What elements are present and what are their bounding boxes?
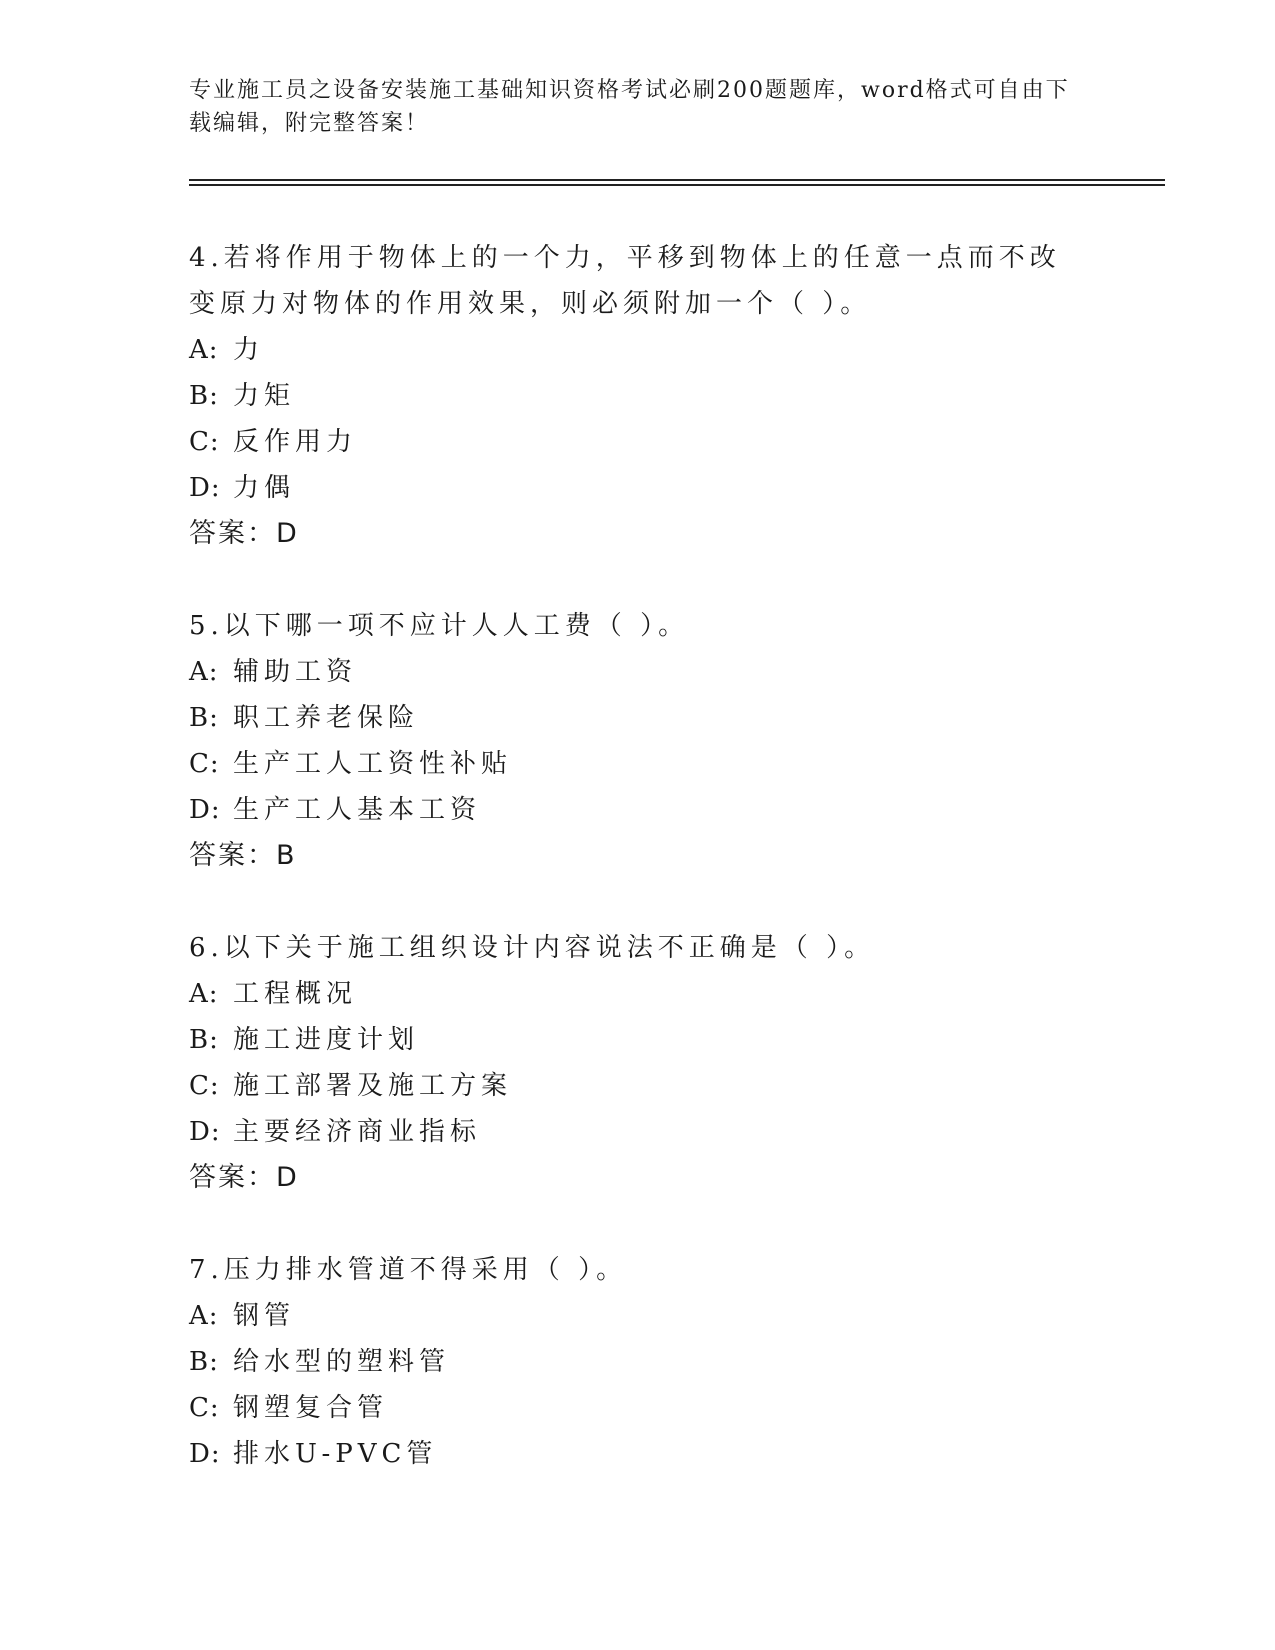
option-c: [189, 419, 1089, 465]
option-text: 钢塑复合管: [233, 1393, 389, 1423]
option-letter: A:: [189, 1301, 219, 1331]
question-block: [189, 925, 1089, 1201]
option-letter: A:: [189, 335, 219, 365]
option-text: 反作用力: [233, 427, 358, 457]
option-c: [189, 1063, 1089, 1109]
option-b: [189, 695, 1089, 741]
option-letter: B:: [189, 703, 219, 733]
option-letter: A:: [189, 979, 219, 1009]
option-letter: B:: [189, 381, 219, 411]
question-stem: 4.若将作用于物体上的一个力，平移到物体上的任意一点而不改变原力对物体的作用效果，则必须附加一个（ ）。: [189, 243, 1061, 319]
document-header: 专业施工员之设备安装施工基础知识资格考试必刷200题题库，word格式可自由下载编辑，附完整答案！: [189, 78, 1070, 136]
option-letter: D:: [189, 1117, 221, 1147]
option-letter: C:: [189, 1071, 220, 1101]
header-divider-top: [189, 179, 1165, 181]
option-text: 给水型的塑料管: [233, 1347, 451, 1377]
option-c: [189, 741, 1089, 787]
option-d: [189, 465, 1089, 511]
option-text: 生产工人工资性补贴: [233, 749, 513, 779]
option-letter: A:: [189, 657, 219, 687]
option-text: 力矩: [233, 381, 296, 411]
option-text: 施工进度计划: [233, 1025, 420, 1055]
option-a: [189, 971, 1089, 1017]
option-text: 辅助工资: [233, 657, 358, 687]
option-text: 力: [233, 335, 265, 365]
option-letter: D:: [189, 795, 221, 825]
option-b: [189, 1017, 1089, 1063]
question-block: [189, 1247, 1089, 1477]
option-text: 排水U-PVC管: [233, 1439, 438, 1469]
option-letter: B:: [189, 1025, 219, 1055]
option-text: 生产工人基本工资: [233, 795, 482, 825]
option-letter: C:: [189, 749, 220, 779]
option-text: 工程概况: [233, 979, 358, 1009]
option-letter: C:: [189, 427, 220, 457]
answer-line: 答案：D: [189, 1162, 299, 1193]
question-stem: 6.以下关于施工组织设计内容说法不正确是（ ）。: [189, 933, 876, 963]
answer-line: 答案：D: [189, 518, 299, 549]
option-letter: C:: [189, 1393, 220, 1423]
option-c: [189, 1385, 1089, 1431]
option-text: 力偶: [233, 473, 296, 503]
option-d: [189, 787, 1089, 833]
option-b: [189, 1339, 1089, 1385]
question-stem: 7.压力排水管道不得采用（ ）。: [189, 1255, 628, 1285]
option-d: [189, 1109, 1089, 1155]
option-a: [189, 649, 1089, 695]
option-d: [189, 1431, 1089, 1477]
option-letter: D:: [189, 1439, 221, 1469]
option-text: 钢管: [233, 1301, 296, 1331]
question-block: [189, 235, 1089, 557]
option-text: 职工养老保险: [233, 703, 420, 733]
option-letter: B:: [189, 1347, 219, 1377]
question-stem: 5.以下哪一项不应计人人工费（ ）。: [189, 611, 690, 641]
header-divider-bottom: [189, 184, 1165, 186]
option-b: [189, 373, 1089, 419]
option-letter: D:: [189, 473, 221, 503]
question-block: [189, 603, 1089, 879]
option-a: [189, 1293, 1089, 1339]
answer-line: 答案：B: [189, 840, 297, 871]
option-text: 主要经济商业指标: [233, 1117, 482, 1147]
option-a: [189, 327, 1089, 373]
option-text: 施工部署及施工方案: [233, 1071, 513, 1101]
